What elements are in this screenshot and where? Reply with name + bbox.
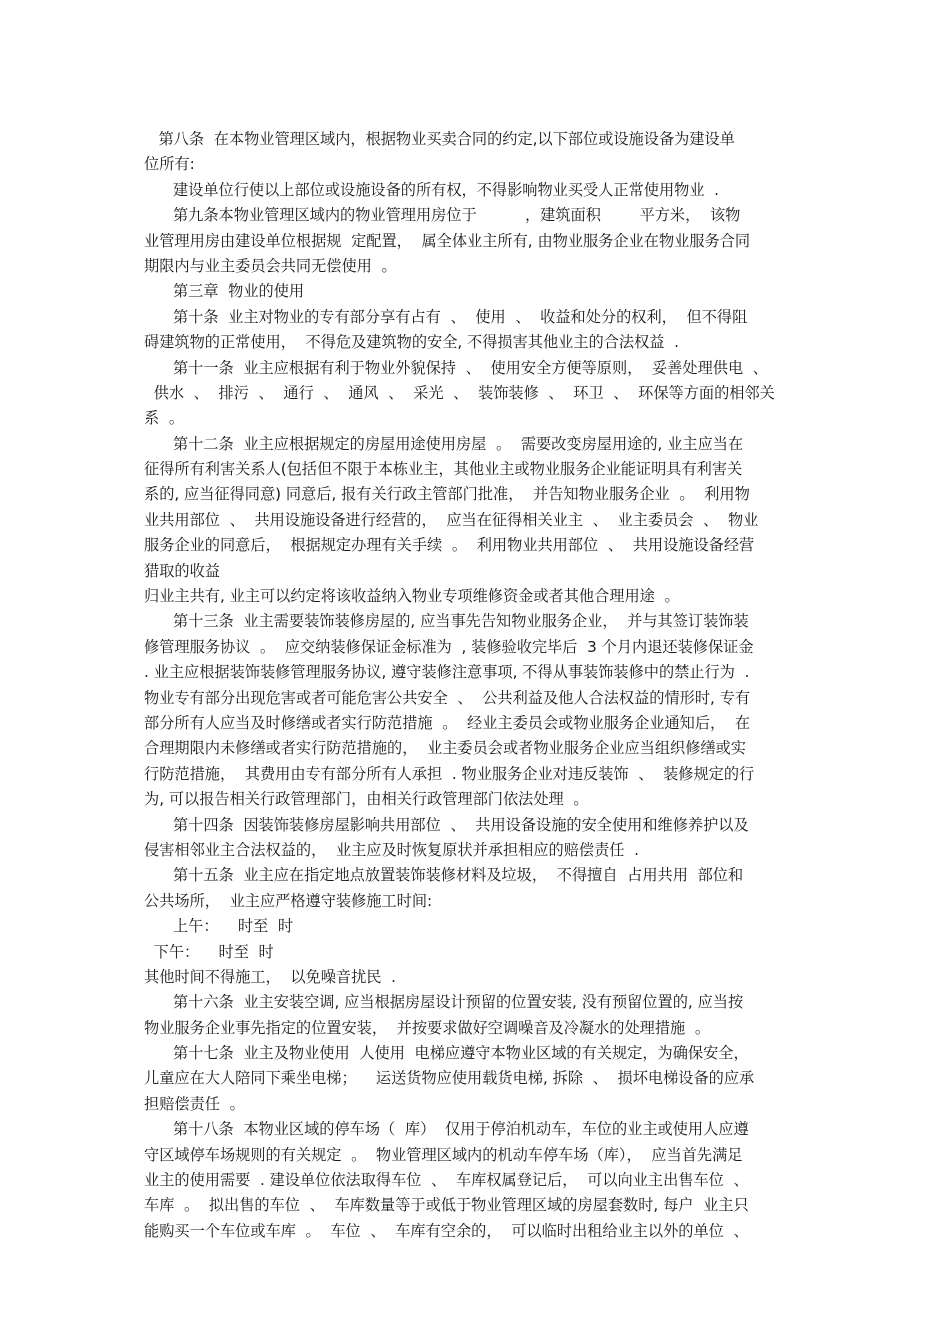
text-line: 第十四条 因装饰装修房屋影响共用部位 、 共用设备设施的安全使用和维修养护以及 [144,815,749,834]
text-line: 物业专有部分出现危害或者可能危害公共安全 、 公共利益及他人合法权益的情形时, 专有 [144,688,751,707]
text-line: 系 。 [144,409,185,428]
text-line: . 业主应根据装饰装修管理服务协议, 遵守装修注意事项, 不得从事装饰装修中的禁止行为 . [144,663,750,682]
text-line: 车库 。 拟出售的车位 、 车库数量等于或低于物业管理区域的房屋套数时, 每户 业主只 [144,1196,749,1215]
text-line: 归业主共有, 业主可以约定将该收益纳入物业专项维修资金或者其他合理用途 。 [144,587,680,606]
text-line: 建设单位行使以上部位或设施设备的所有权，不得影响物业买受人正常使用物业 . [144,180,720,199]
text-line: 合理期限内未修缮或者实行防范措施的， 业主委员会或者物业服务企业应当组织修缮或实 [144,739,746,758]
text-line: 下午： 时至 时 [144,942,274,961]
text-line: 物业服务企业事先指定的位置安装， 并按要求做好空调噪音及冷凝水的处理措施 。 [144,1018,711,1037]
text-line: 第十五条 业主应在指定地点放置装饰装修材料及垃圾， 不得擅自 占用共用 部位和 [144,866,744,885]
text-line: 守区域停车场规则的有关规定 。 物业管理区域内的机动车停车场（库）， 应当首先满足 [144,1145,743,1164]
text-line: 第十八条 本物业区域的停车场（ 库） 仅用于停泊机动车，车位的业主或使用人应遵 [144,1120,749,1139]
text-line: 供水 、 排污 、 通行 、 通风 、 采光 、 装饰装修 、 环卫 、 环保等方面的相邻关 [144,383,775,402]
text-line: 业管理用房由建设单位根据规 定配置， 属全体业主所有, 由物业服务企业在物业服务合同 [144,231,751,250]
text-line: 第十三条 业主需要装饰装修房屋的, 应当事先告知物业服务企业， 并与其签订装饰装 [144,612,749,631]
text-line: 业共用部位 、 共用设施设备进行经营的， 应当在征得相关业主 、 业主委员会 、 物业 [144,510,759,529]
text-line: 儿童应在大人陪同下乘坐电梯； 运送货物应使用载货电梯, 拆除 、 损坏电梯设备的应承 [144,1069,755,1088]
text-line: 部分所有人应当及时修缮或者实行防范措施 。 经业主委员会或物业服务企业通知后， 在 [144,713,751,732]
text-line: 期限内与业主委员会共同无偿使用 。 [144,256,397,275]
text-line: 第十七条 业主及物业使用 人使用 电梯应遵守本物业区域的有关规定，为确保安全， [144,1044,749,1063]
text-line: 服务企业的同意后， 根据规定办理有关手续 。 利用物业共用部位 、 共用设施设备经营 [144,536,755,555]
text-line: 为, 可以报告相关行政管理部门，由相关行政管理部门依法处理 。 [144,790,589,809]
text-line: 第十条 业主对物业的专有部分享有占有 、 使用 、 收益和处分的权利， 但不得阻 [144,307,748,326]
text-line: 第九条本物业管理区域内的物业管理用房位于 ，建筑面积 平方米， 该物 [144,206,741,225]
text-line: 侵害相邻业主合法权益的， 业主应及时恢复原状并承担相应的赔偿责任 . [144,840,639,859]
text-line: 第八条 在本物业管理区域内，根据物业买卖合同的约定,以下部位或设施设备为建设单 [144,130,735,148]
text-line: 位所有: [144,155,195,174]
text-line: 修管理服务协议 。 应交纳装修保证金标准为 , 装修验收完毕后 3 个月内退还装修保证金 [144,637,754,656]
text-line: 征得所有利害关系人(包括但不限于本栋业主，其他业主或物业服务企业能证明具有利害关 [144,460,743,479]
text-line: 第十六条 业主安装空调, 应当根据房屋设计预留的位置安装, 没有预留位置的, 应当按 [144,993,744,1012]
document-body [144,127,814,1244]
text-line: 碍建筑物的正常使用， 不得危及建筑物的安全, 不得损害其他业主的合法权益 . [144,333,679,352]
text-line: 上午： 时至 时 [144,917,294,936]
text-line: 公共场所， 业主应严格遵守装修施工时间: [144,891,433,910]
text-line: 第十一条 业主应根据有利于物业外貌保持 、 使用安全方便等原则， 妥善处理供电 、 [144,358,768,377]
text-line: 第三章 物业的使用 [144,282,305,301]
text-line: 系的, 应当征得同意) 同意后, 报有关行政主管部门批准， 并告知物业服务企业 。 利用物 [144,485,750,504]
text-line: 担赔偿责任 。 [144,1094,245,1113]
text-line: 第十二条 业主应根据规定的房屋用途使用房屋 。 需要改变房屋用途的, 业主应当在 [144,434,744,453]
text-line: 其他时间不得施工， 以免噪音扰民 . [144,967,396,986]
text-line: 行防范措施， 其费用由专有部分所有人承担 . 物业服务企业对违反装饰 、 装修规定的行 [144,764,755,783]
text-line: 猎取的收益 [144,561,220,580]
text-line: 能购买一个车位或车库 。 车位 、 车库有空余的， 可以临时出租给业主以外的单位 、 [144,1221,749,1240]
text-line: 业主的使用需要 . 建设单位依法取得车位 、 车库权属登记后， 可以向业主出售车位 、 [144,1171,749,1190]
